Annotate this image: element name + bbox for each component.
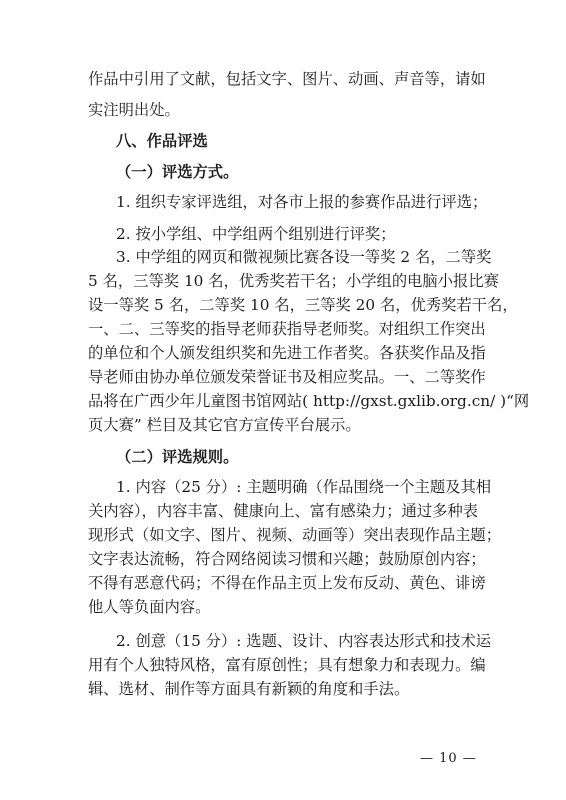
section-heading: 八、作品评选 xyxy=(116,132,208,150)
subsection-heading: （一）评选方式。 xyxy=(116,163,239,181)
paragraph-line: 现形式（如文字、图片、视频、动画等）突出表现作品主题； xyxy=(88,526,502,544)
page-number: — 10 — xyxy=(420,751,477,766)
list-item: 1. 组织专家评选组，对各市上报的参赛作品进行评选； xyxy=(116,193,488,211)
paragraph-line: 辑、选材、制作等方面具有新颖的角度和手法。 xyxy=(88,680,410,698)
paragraph-line: 关内容），内容丰富、健康向上、富有感染力；通过多种表 xyxy=(88,502,479,520)
paragraph-line: 不得有恶意代码；不得在作品主页上发布反动、黄色、诽谤 xyxy=(88,574,486,592)
paragraph-line: 5 名，三等奖 10 名，优秀奖若干名；小学组的电脑小报比赛 xyxy=(88,272,499,290)
paragraph-line: 他人等负面内容。 xyxy=(88,598,211,616)
list-item: 2. 创意（15 分）: 选题、设计、内容表达形式和技术运 xyxy=(116,632,492,650)
paragraph-line: 一、二、三等奖的指导老师获指导老师奖。对组织工作突出 xyxy=(88,320,486,338)
paragraph-line: 用有个人独特风格，富有原创性；具有想象力和表现力。编 xyxy=(88,656,486,674)
list-item: 2. 按小学组、中学组两个组别进行评奖； xyxy=(116,225,396,243)
paragraph-line: 的单位和个人颁发组织奖和先进工作者奖。各获奖作品及指 xyxy=(88,344,486,362)
subsection-heading: （二）评选规则。 xyxy=(116,448,239,466)
paragraph-line: 设一等奖 5 名，二等奖 10 名，三等奖 20 名，优秀奖若干名， xyxy=(88,296,518,314)
list-item: 3. 中学组的网页和微视频比赛各设一等奖 2 名，二等奖 xyxy=(116,248,492,266)
list-item: 1. 内容（25 分）: 主题明确（作品围绕一个主题及其相 xyxy=(116,478,492,496)
paragraph-line: 页大赛” 栏目及其它官方宣传平台展示。 xyxy=(88,416,361,434)
paragraph-line: 文字表达流畅，符合网络阅读习惯和兴趣；鼓励原创内容； xyxy=(88,550,486,568)
paragraph-line: 实注明出处。 xyxy=(88,101,180,119)
paragraph-line: 品将在广西少年儿童图书馆网站( http://gxst.gxlib.org.cn/ )“网 xyxy=(88,392,530,410)
paragraph-line: 导老师由协办单位颁发荣誉证书及相应奖品。一、二等奖作 xyxy=(88,368,486,386)
paragraph-line: 作品中引用了文献，包括文字、图片、动画、声音等，请如 xyxy=(88,70,486,88)
